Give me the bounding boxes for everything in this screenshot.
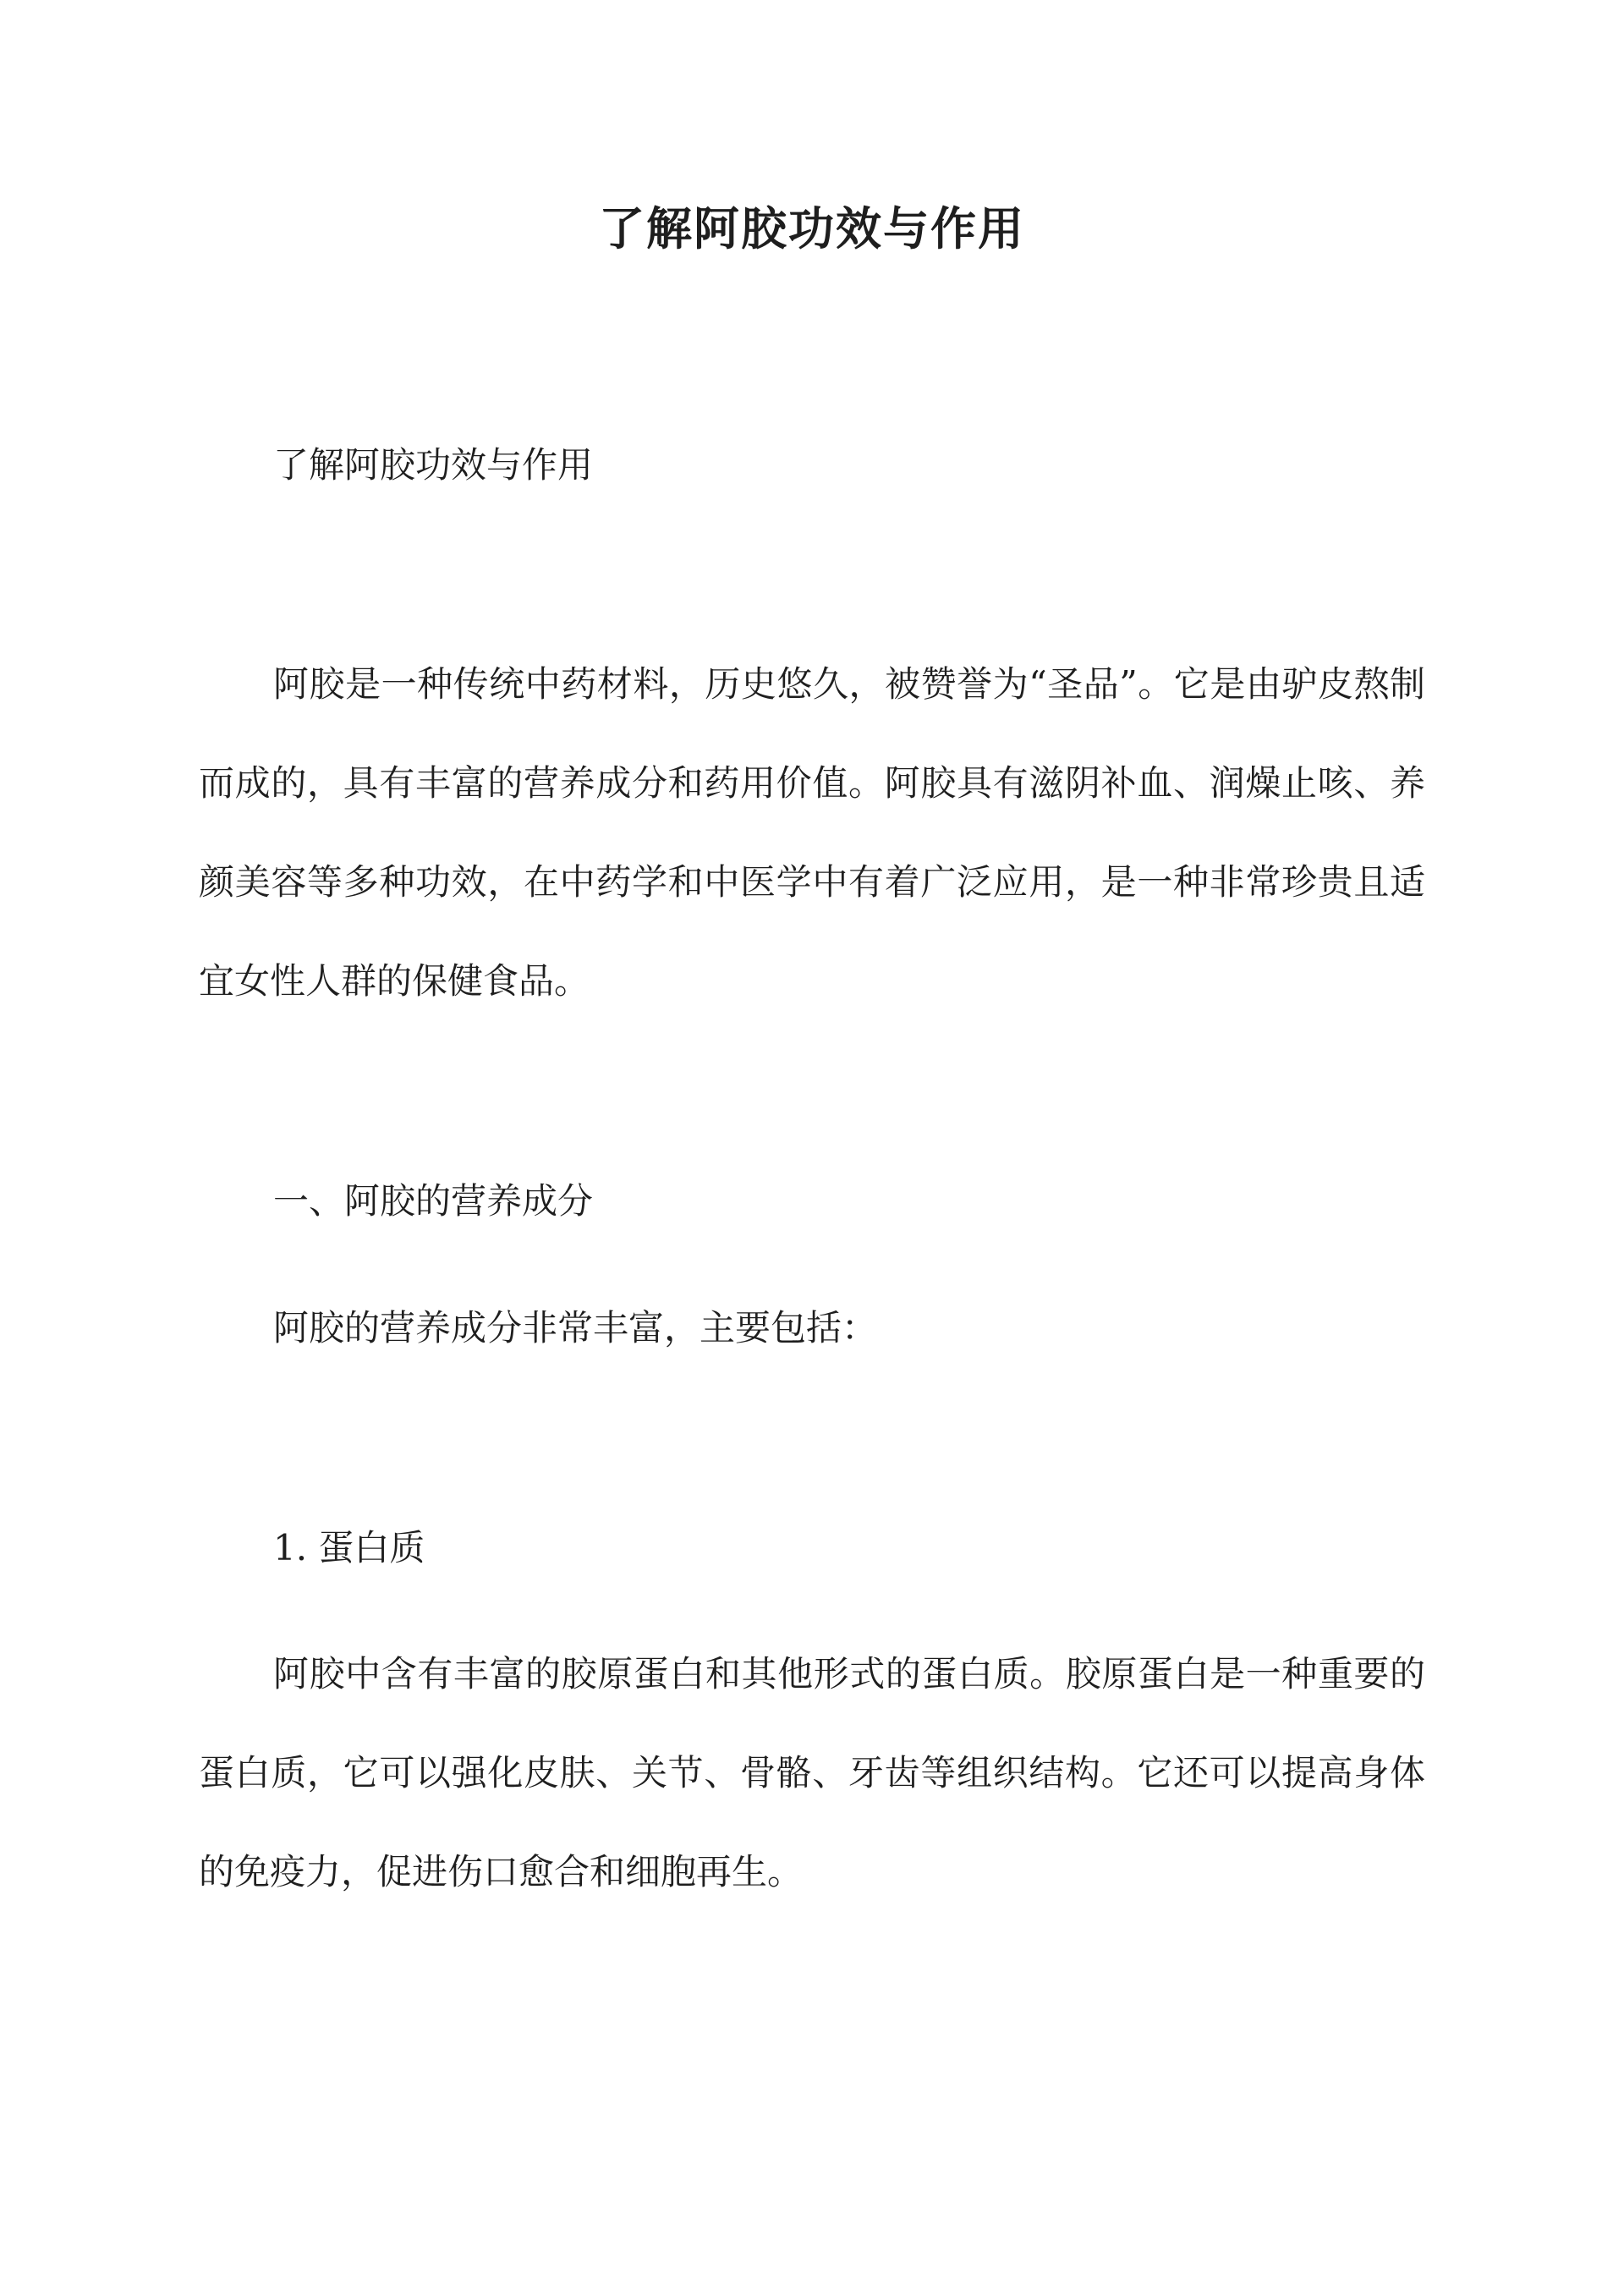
item-heading-protein: 1. 蛋白质 [273, 1527, 425, 1568]
intro-paragraph: 阿胶是一种传统中药材料，历史悠久，被赞誉为“圣品”。它是由驴皮熬制而成的，具有丰富的营养成分和药用价值。阿胶具有滋阴补血、润燥止咳、养颜美容等多种功效，在中药学和中医学中有着广泛应用，是一种非常珍贵且适宜女性人群的保健食品。 [199, 663, 1425, 1002]
repeated-title-line: 了解阿胶功效与作用 [273, 444, 594, 486]
section-lead-text: 阿胶的营养成分非常丰富，主要包括： [273, 1307, 878, 1348]
document-title: 了解阿胶功效与作用 [599, 201, 1025, 255]
section-heading-nutrition: 一、阿胶的营养成分 [273, 1180, 594, 1222]
protein-paragraph: 阿胶中含有丰富的胶原蛋白和其他形式的蛋白质。胶原蛋白是一种重要的蛋白质，它可以强化皮肤、关节、骨骼、牙齿等组织结构。它还可以提高身体的免疫力，促进伤口愈合和细胞再生。 [199, 1653, 1425, 1892]
